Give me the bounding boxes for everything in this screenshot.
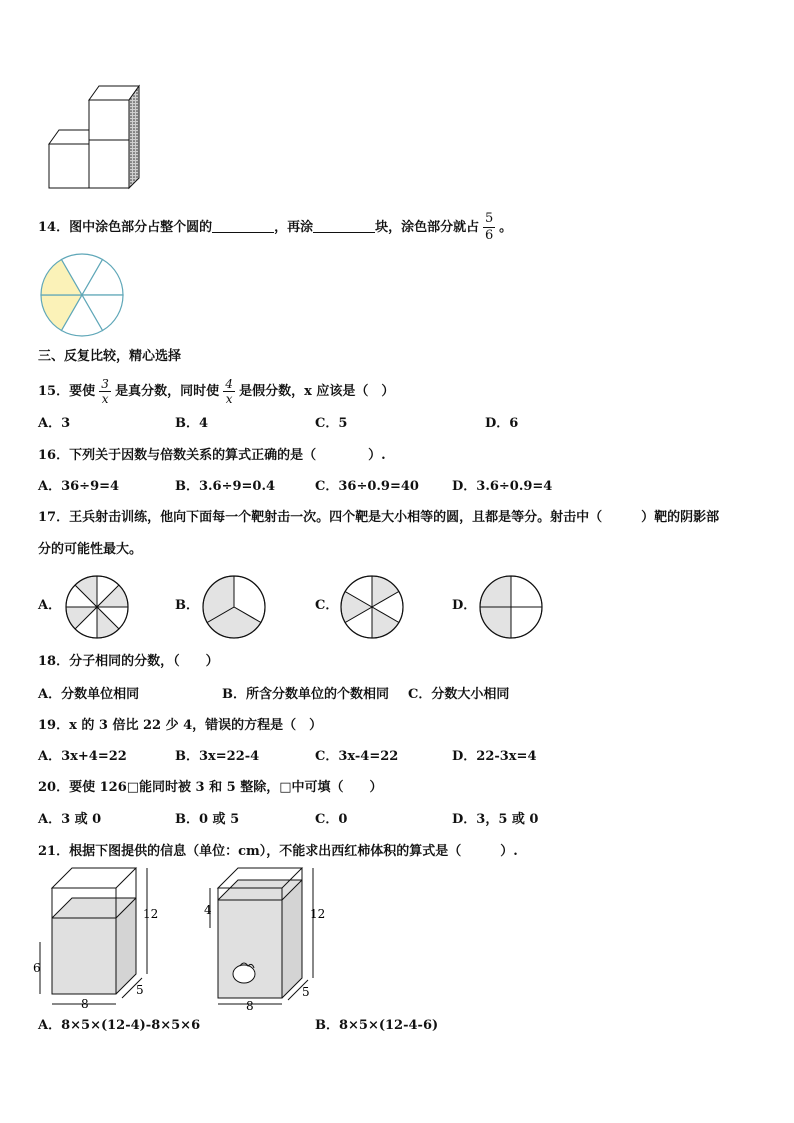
q18-option-c[interactable]: C．分数大小相同 xyxy=(408,687,510,702)
fig2-height-label: 12 xyxy=(310,907,326,921)
q15-option-a[interactable]: A．3 xyxy=(38,416,71,431)
q16-option-d[interactable]: D．3.6÷0.9=4 xyxy=(452,479,553,494)
q17-target-d[interactable] xyxy=(478,574,544,640)
q17-text-line2: 分的可能性最大。 xyxy=(38,542,143,557)
q21-container-figure-1 xyxy=(30,862,170,1012)
q21-option-a[interactable]: A．8×5×(12-4)-8×5×6 xyxy=(38,1018,201,1033)
q15-option-b[interactable]: B．4 xyxy=(175,416,209,431)
q19-text: 19．x 的 3 倍比 22 少 4，错误的方程是（ ） xyxy=(38,718,323,733)
q17-option-c[interactable]: C． xyxy=(315,598,339,613)
q14-blank-2[interactable] xyxy=(313,218,375,233)
q16-option-a[interactable]: A．36÷9=4 xyxy=(38,479,120,494)
section-3-title: 三、反复比较，精心选择 xyxy=(38,349,182,364)
q21-container-figure-2 xyxy=(200,862,340,1012)
q19-option-b[interactable]: B．3x=22-4 xyxy=(175,749,260,764)
q18-option-a[interactable]: A．分数单位相同 xyxy=(38,687,140,702)
q17-target-b[interactable] xyxy=(201,574,267,640)
q14-pie-chart xyxy=(36,252,128,338)
q17-target-c[interactable] xyxy=(339,574,405,640)
q21-text: 21．根据下图提供的信息（单位：cm），不能求出西红柿体积的算式是（ ）. xyxy=(38,844,518,859)
q14-fraction: $\frac{5}{6}$ xyxy=(484,211,494,243)
fig1-width-label: 8 xyxy=(81,997,89,1011)
q18-text: 18．分子相同的分数，（ ） xyxy=(38,654,219,669)
q14-blank-1[interactable] xyxy=(212,218,274,233)
q15-text: 15．要使 $\frac{3}{x}$ 是真分数，同时使 $\frac{4}{x}$ 是假分数，x 应该是（ ） xyxy=(38,377,395,406)
q20-option-a[interactable]: A．3 或 0 xyxy=(38,812,102,827)
cube-stack-figure xyxy=(40,80,150,195)
q19-option-d[interactable]: D．22-3x=4 xyxy=(452,749,537,764)
q20-option-b[interactable]: B．0 或 5 xyxy=(175,812,240,827)
q16-option-c[interactable]: C．36÷0.9=40 xyxy=(315,479,419,494)
fig2-depth-label: 5 xyxy=(302,985,310,999)
q21-option-b[interactable]: B．8×5×(12-4-6) xyxy=(315,1018,439,1033)
fig2-top-gap-label: 4 xyxy=(204,903,212,917)
q17-option-d[interactable]: D． xyxy=(452,598,477,613)
q15-option-d[interactable]: D．6 xyxy=(485,416,519,431)
q14-text: 14．图中涂色部分占整个圆的 ，再涂 块，涂色部分就占 $\frac{5}{6}$ 。 xyxy=(38,211,513,243)
q18-option-b[interactable]: B．所含分数单位的个数相同 xyxy=(222,687,389,702)
q16-option-b[interactable]: B．3.6÷9=0.4 xyxy=(175,479,276,494)
q20-option-c[interactable]: C．0 xyxy=(315,812,348,827)
q16-text: 16．下列关于因数与倍数关系的算式正确的是（ ）. xyxy=(38,448,386,463)
q15-option-c[interactable]: C．5 xyxy=(315,416,348,431)
q19-option-c[interactable]: C．3x-4=22 xyxy=(315,749,399,764)
q17-option-b[interactable]: B． xyxy=(175,598,199,613)
q17-target-a[interactable] xyxy=(64,574,130,640)
q17-text-line1: 17．王兵射击训练，他向下面每一个靶射击一次。四个靶是大小相等的圆，且都是等分。射击中（ ）靶的阴影部 xyxy=(38,510,720,525)
q17-option-a[interactable]: A． xyxy=(38,598,62,613)
q19-option-a[interactable]: A．3x+4=22 xyxy=(38,749,127,764)
fig2-width-label: 8 xyxy=(246,999,254,1012)
fig1-height-label: 12 xyxy=(143,907,159,921)
fig1-depth-label: 5 xyxy=(136,983,144,997)
q20-text: 20．要使 126□能同时被 3 和 5 整除，□中可填（ ） xyxy=(38,780,383,795)
q20-option-d[interactable]: D．3，5 或 0 xyxy=(452,812,539,827)
fig1-water-label: 6 xyxy=(33,961,41,975)
